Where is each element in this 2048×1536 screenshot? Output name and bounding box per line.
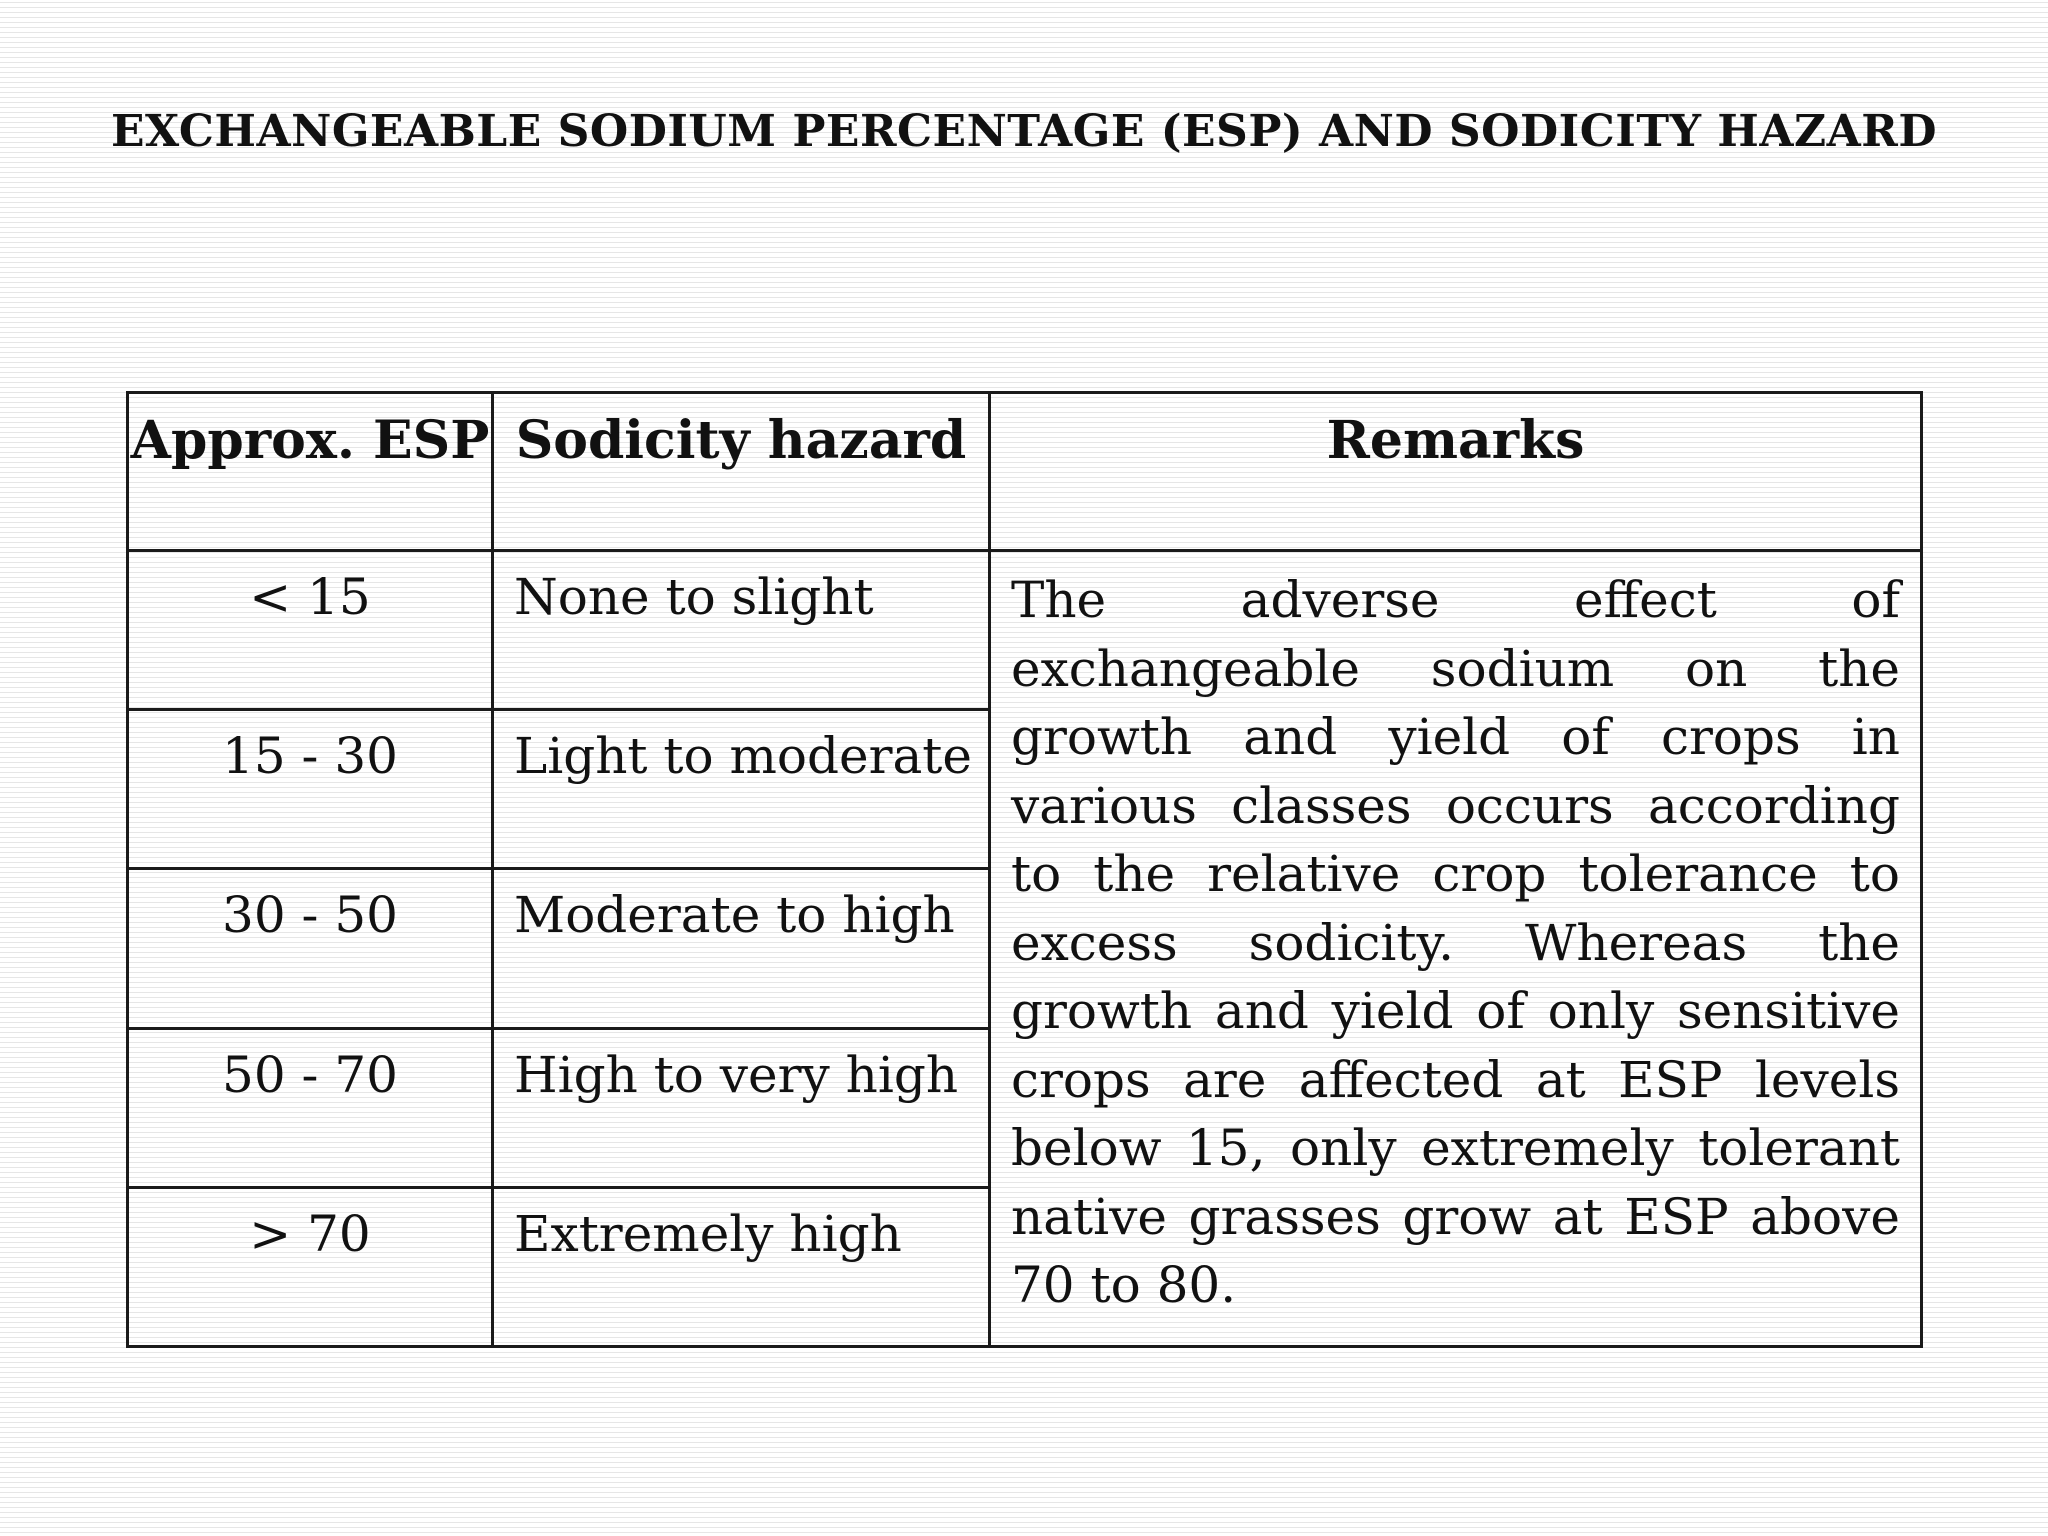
hazard-cell: None to slight bbox=[493, 551, 990, 710]
table-header-row bbox=[128, 393, 1922, 551]
esp-value-cell: 30 - 50 bbox=[128, 869, 493, 1028]
esp-value-cell: 15 - 30 bbox=[128, 710, 493, 869]
hazard-cell: Extremely high bbox=[493, 1187, 990, 1346]
header-remarks: Remarks bbox=[990, 393, 1922, 551]
esp-value-cell: 50 - 70 bbox=[128, 1028, 493, 1187]
header-approx-esp: Approx. ESP bbox=[128, 393, 493, 551]
header-sodicity-hazard: Sodicity hazard bbox=[493, 393, 990, 551]
slide-title: EXCHANGEABLE SODIUM PERCENTAGE (ESP) AND SODICITY HAZARD bbox=[111, 106, 1937, 157]
esp-sodicity-table bbox=[126, 391, 1923, 1348]
hazard-cell: Light to moderate bbox=[493, 710, 990, 869]
table-row bbox=[128, 551, 1922, 710]
esp-value-cell: > 70 bbox=[128, 1187, 493, 1346]
remarks-cell: The adverse effect of exchangeable sodium on the growth and yield of crops in various classes occurs according to the relative crop tolerance to excess sodicity. Whereas the growth and yield of only sensitive crops are affected at ESP levels below 15, only extremely tolerant native grasses grow at ESP above 70 to 80. bbox=[990, 551, 1922, 1347]
hazard-cell: Moderate to high bbox=[493, 869, 990, 1028]
esp-value-cell: < 15 bbox=[128, 551, 493, 710]
hazard-cell: High to very high bbox=[493, 1028, 990, 1187]
